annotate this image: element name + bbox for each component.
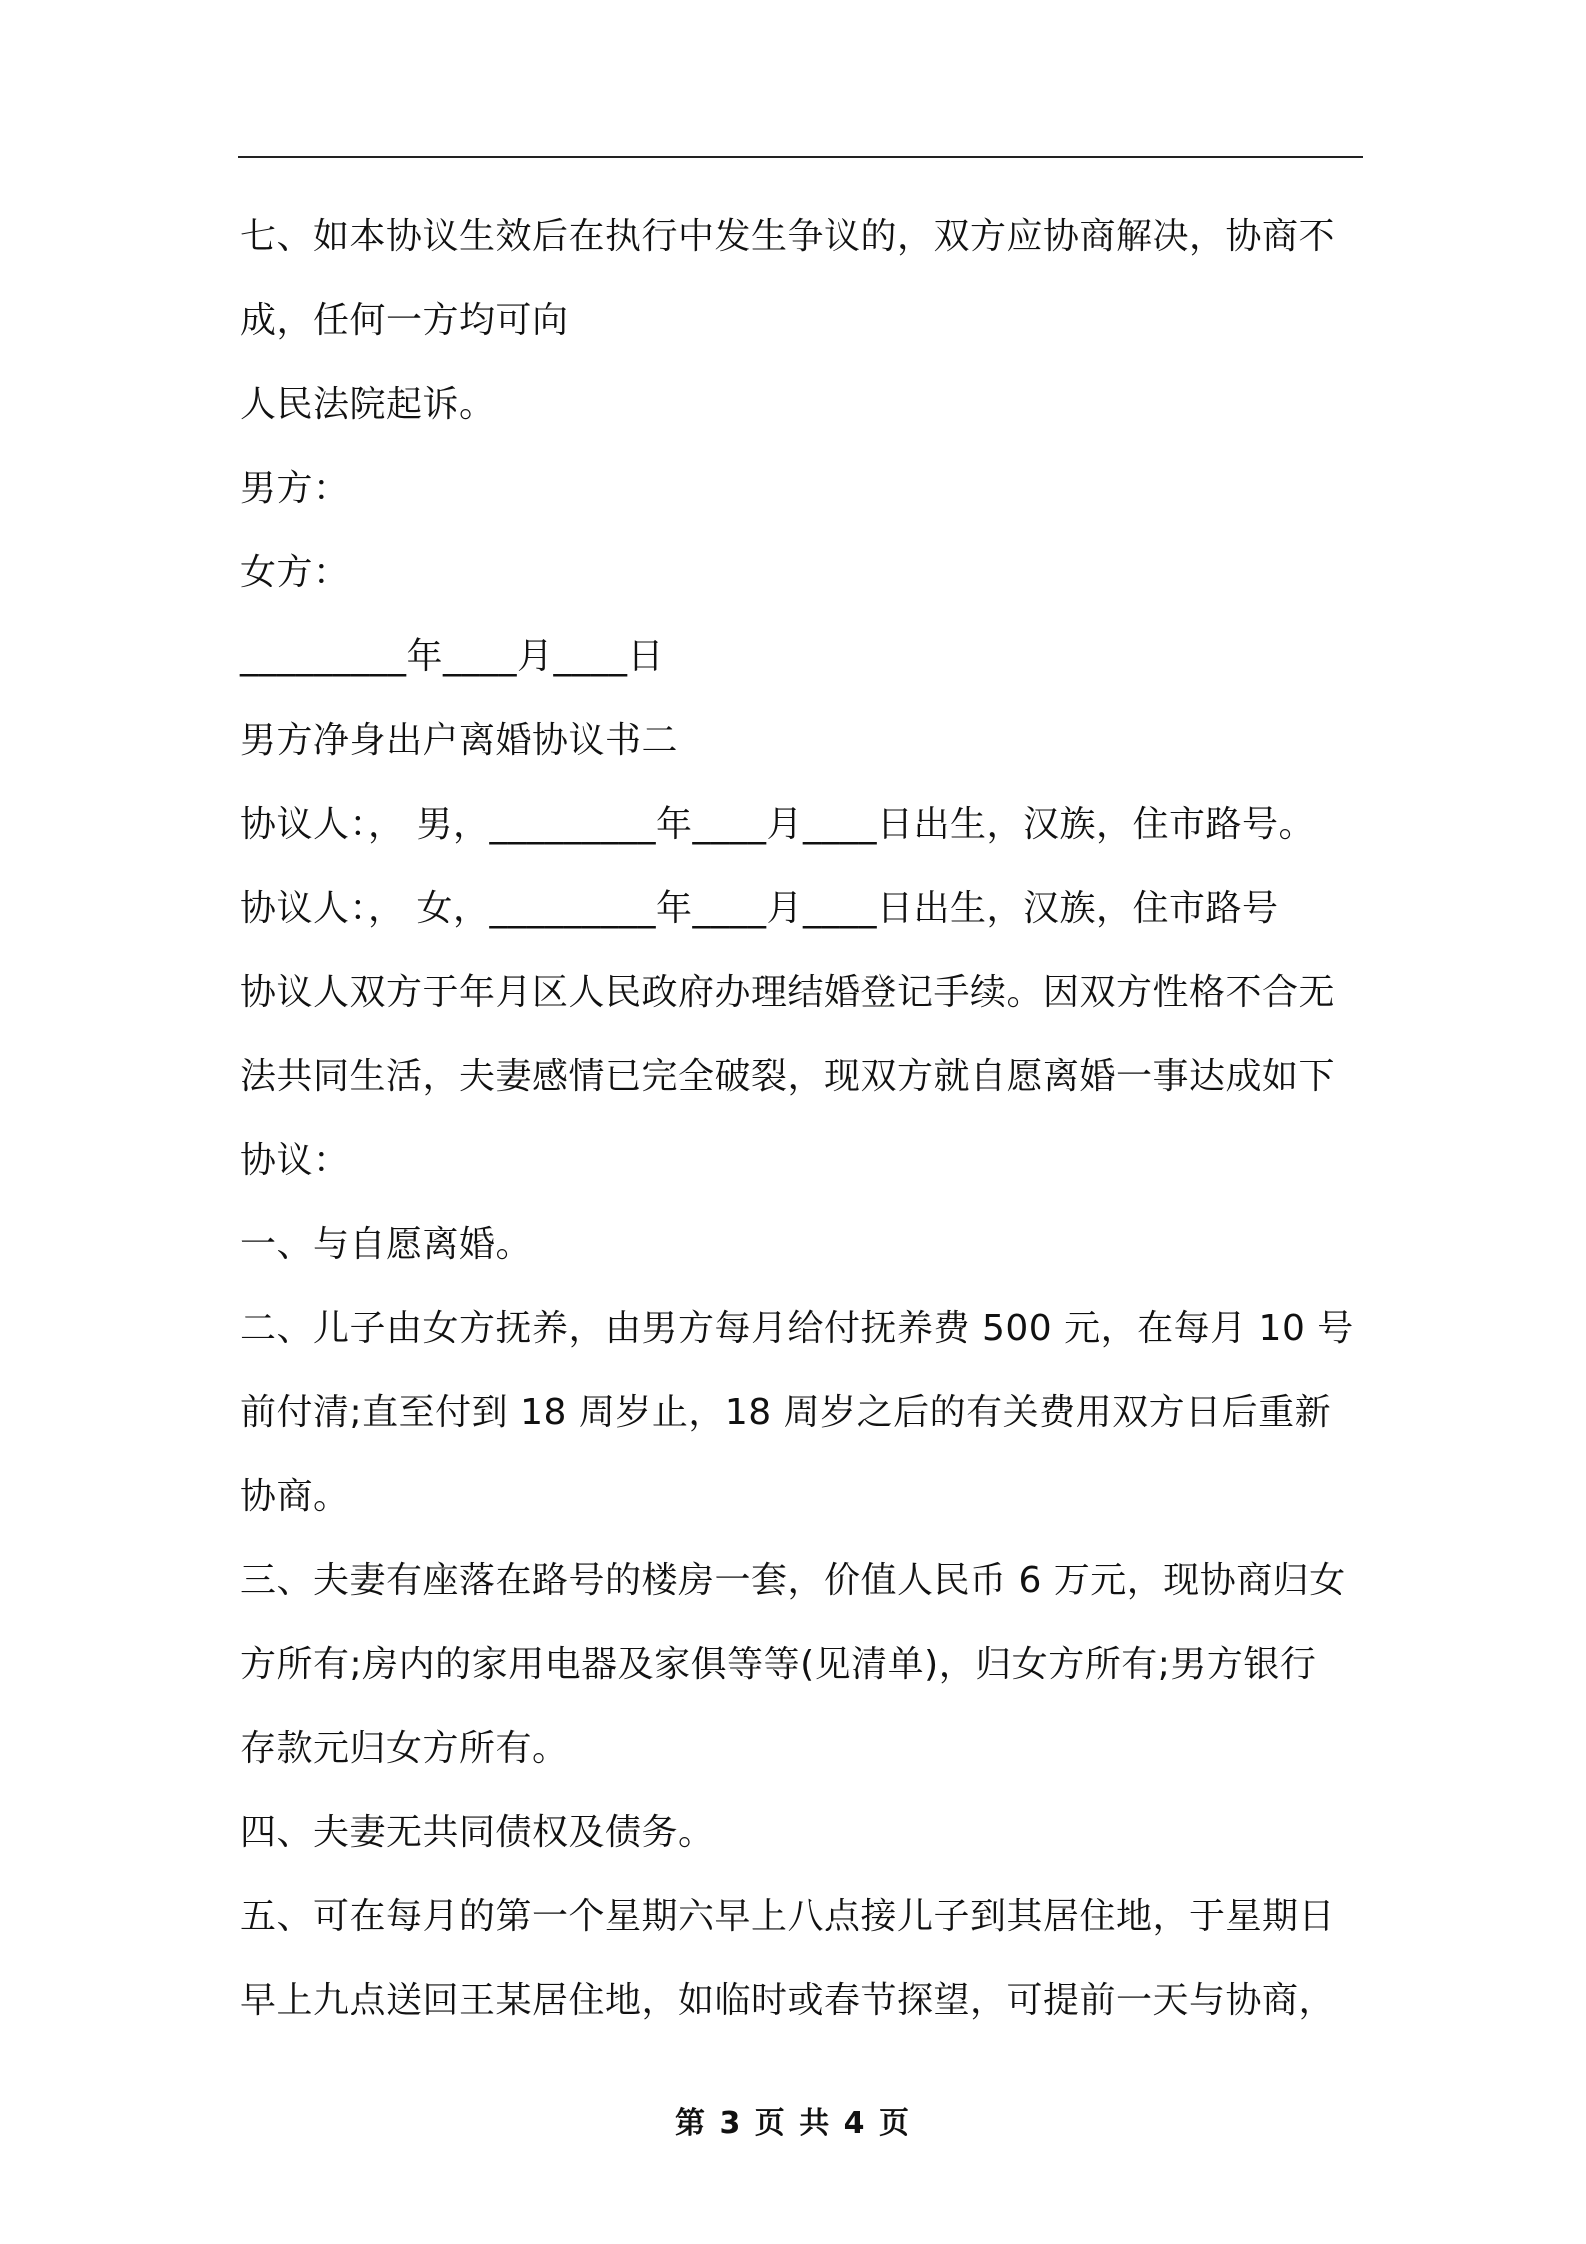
clause-line: 五、可在每月的第一个星期六早上八点接儿子到其居住地，于星期日 bbox=[240, 1896, 1336, 1937]
clause-line: 三、夫妻有座落在路号的楼房一套，价值人民币 6 万元，现协商归女 bbox=[240, 1560, 1346, 1601]
signature-female-label: 女方： bbox=[240, 552, 350, 593]
paragraph-line: 成，任何一方均可向 bbox=[240, 300, 569, 341]
party-line-male: 协议人：， 男，_________年____月____日出生，汉族，住市路号。 bbox=[240, 804, 1315, 845]
section-title: 男方净身出户离婚协议书二 bbox=[240, 720, 679, 761]
document-body bbox=[240, 195, 1362, 2043]
clause-line: 四、夫妻无共同债权及债务。 bbox=[240, 1812, 715, 1853]
clause-line: 前付清;直至付到 18 周岁止，18 周岁之后的有关费用双方日后重新 bbox=[240, 1392, 1332, 1433]
clause-line: 方所有;房内的家用电器及家俱等等(见清单)，归女方所有;男方银行 bbox=[240, 1644, 1317, 1685]
clause-line: 一、与自愿离婚。 bbox=[240, 1224, 533, 1265]
paragraph-line: 法共同生活，夫妻感情已完全破裂，现双方就自愿离婚一事达成如下 bbox=[240, 1056, 1336, 1097]
header-rule bbox=[238, 156, 1363, 158]
page-number: 第 3 页 共 4 页 bbox=[675, 2106, 911, 2141]
paragraph-line: 协议： bbox=[240, 1140, 350, 1181]
clause-line: 协商。 bbox=[240, 1476, 350, 1517]
paragraph-line: 人民法院起诉。 bbox=[240, 384, 496, 425]
clause-line: 二、儿子由女方抚养，由男方每月给付抚养费 500 元，在每月 10 号 bbox=[240, 1308, 1354, 1349]
signature-male-label: 男方： bbox=[240, 468, 350, 509]
paragraph-line: 协议人双方于年月区人民政府办理结婚登记手续。因双方性格不合无 bbox=[240, 972, 1336, 1013]
party-line-female: 协议人：， 女，_________年____月____日出生，汉族，住市路号 bbox=[240, 888, 1279, 929]
date-line: _________年____月____日 bbox=[240, 636, 664, 677]
paragraph-line: 七、如本协议生效后在执行中发生争议的，双方应协商解决，协商不 bbox=[240, 216, 1336, 257]
clause-line: 早上九点送回王某居住地，如临时或春节探望，可提前一天与协商， bbox=[240, 1980, 1336, 2021]
clause-line: 存款元归女方所有。 bbox=[240, 1728, 569, 1769]
